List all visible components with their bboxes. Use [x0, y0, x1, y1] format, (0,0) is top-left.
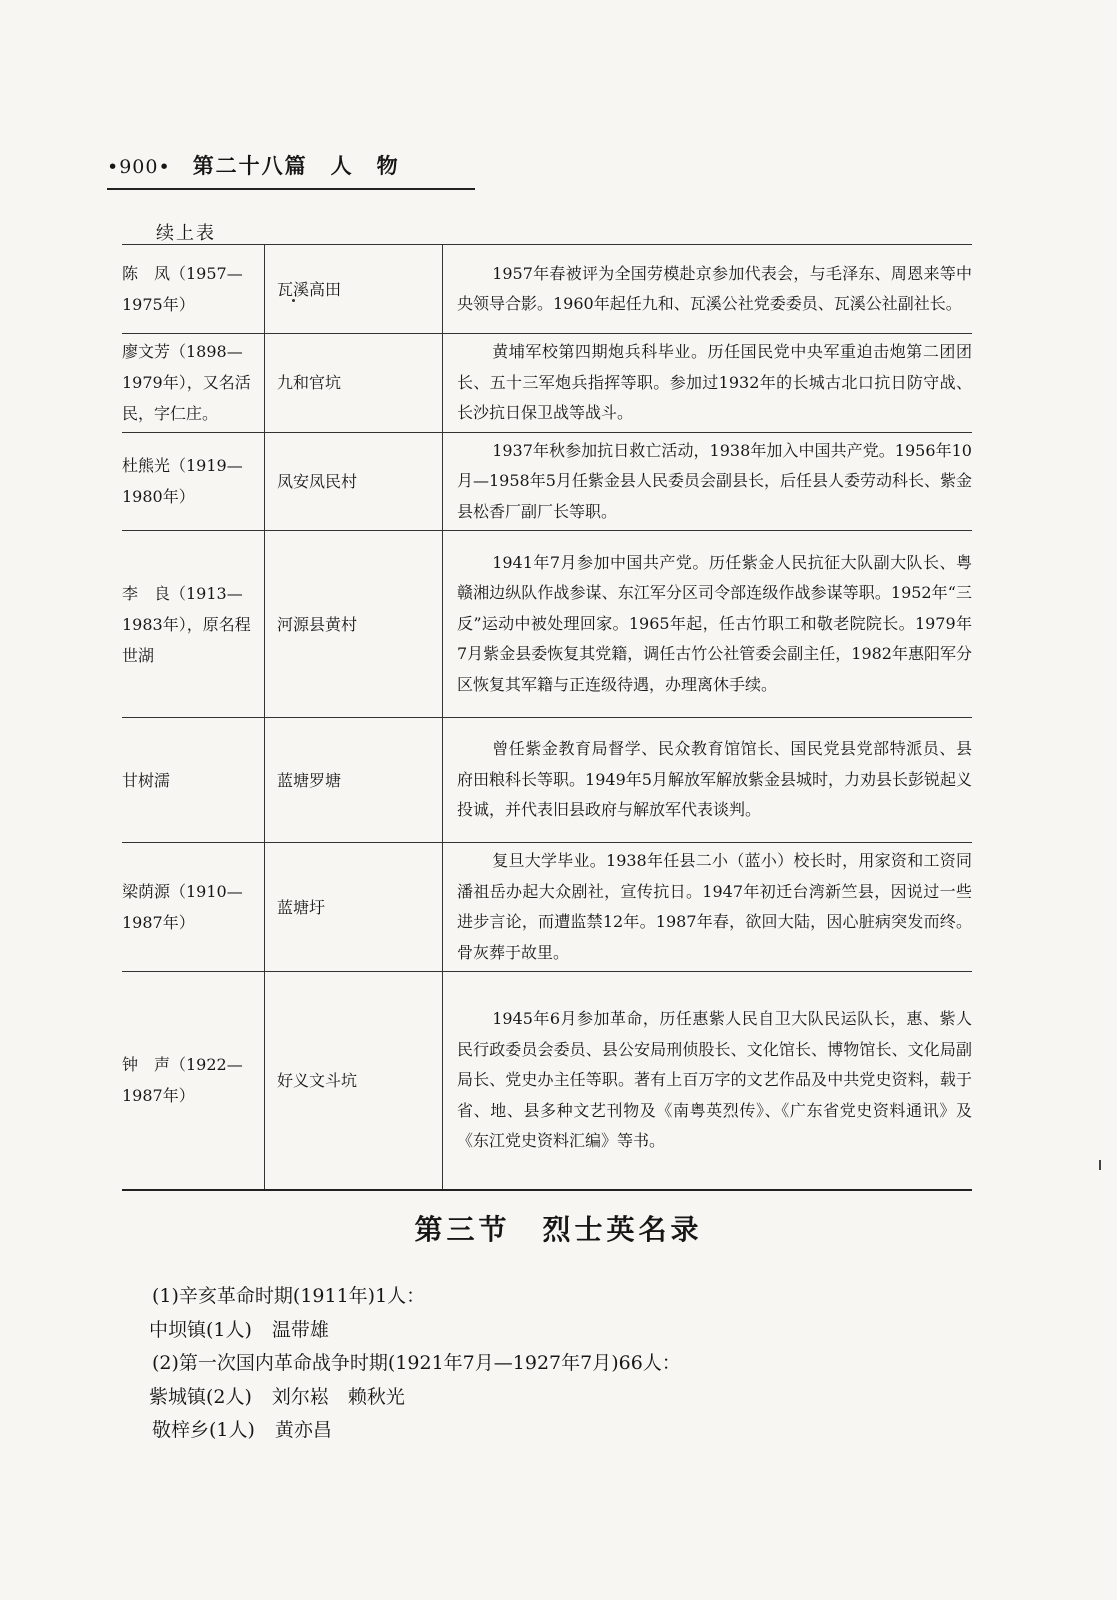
table-row	[122, 843, 972, 972]
person-hometown: 凤安凤民村	[265, 432, 443, 531]
person-name: 李 良（1913—1983年），原名程世湖	[122, 531, 265, 718]
biography-table	[122, 244, 972, 1191]
person-biography: 1941年7月参加中国共产党。历任紫金人民抗征大队副大队长、粤赣湘边纵队作战参谋、东江军分区司令部连级作战参谋等职。1952年“三反”运动中被处理回家。1965年起，任古竹职工和敬老院院长。1979年7月紫金县委恢复其党籍，调任古竹公社管委会副主任，1982年惠阳军分区恢复其军籍与正连级待遇，办理离休手续。	[443, 531, 973, 718]
person-name: 陈 凤（1957—1975年）	[122, 245, 265, 334]
table-row	[122, 432, 972, 531]
list-item	[152, 1347, 681, 1381]
period-heading: (1)辛亥革命时期(1911年)1人：	[152, 1285, 426, 1307]
person-name: 杜熊光（1919—1980年）	[122, 432, 265, 531]
martyr-names: 刘尔崧 赖秋光	[271, 1385, 405, 1408]
person-hometown: 瓦溪高田	[265, 245, 443, 334]
scan-mark	[1099, 1160, 1101, 1170]
person-hometown: 蓝塘圩	[265, 843, 443, 972]
person-biography: 1945年6月参加革命，历任惠紫人民自卫大队民运队长，惠、紫人民行政委员会委员、县公安局刑侦股长、文化馆长、博物馆长、文化局副局长、党史办主任等职。著有上百万字的文艺作品及中共党史资料，载于省、地、县多种文艺刊物及《南粤英烈传》、《广东省党史资料通讯》及《东江党史资料汇编》等书。	[443, 972, 973, 1190]
person-name: 甘树濡	[122, 718, 265, 843]
list-item	[152, 1414, 681, 1448]
list-item	[149, 1314, 681, 1348]
martyr-names: 黄亦昌	[274, 1419, 332, 1441]
person-hometown: 好义文斗坑	[265, 972, 443, 1190]
table-row	[122, 245, 972, 334]
table-row	[122, 531, 972, 718]
person-hometown: 河源县黄村	[265, 531, 443, 718]
person-biography: 黄埔军校第四期炮兵科毕业。历任国民党中央军重迫击炮第二团团长、五十三军炮兵指挥等职。参加过1932年的长城古北口抗日防守战、长沙抗日保卫战等战斗。	[443, 334, 973, 433]
running-header	[107, 150, 475, 190]
section-heading: 第三节 烈士英名录	[414, 1213, 703, 1246]
scan-speck	[292, 299, 295, 302]
list-item	[152, 1280, 681, 1314]
town-label: 敬梓乡(1人)	[152, 1419, 255, 1441]
town-label: 中坝镇(1人)	[149, 1318, 252, 1341]
person-biography: 复旦大学毕业。1938年任县二小（蓝小）校长时，用家资和工资同潘祖岳办起大众剧社，宣传抗日。1947年初迁台湾新竺县，因说过一些进步言论，而遭监禁12年。1987年春，欲回大陆，因心脏病突发而终。骨灰葬于故里。	[443, 843, 973, 972]
person-biography: 1957年春被评为全国劳模赴京参加代表会，与毛泽东、周恩来等中央领导合影。1960年起任九和、瓦溪公社党委委员、瓦溪公社副社长。	[443, 245, 973, 334]
page-number: •900•	[107, 156, 171, 178]
list-item	[149, 1381, 681, 1415]
period-heading: (2)第一次国内革命战争时期(1921年7月—1927年7月)66人：	[152, 1352, 681, 1374]
person-name: 钟 声（1922—1987年）	[122, 972, 265, 1190]
town-label: 紫城镇(2人)	[149, 1385, 252, 1408]
person-hometown: 蓝塘罗塘	[265, 718, 443, 843]
table-row	[122, 972, 972, 1190]
person-hometown: 九和官坑	[265, 334, 443, 433]
person-name: 梁荫源（1910—1987年）	[122, 843, 265, 972]
table-row	[122, 718, 972, 843]
chapter-title: 第二十八篇 人 物	[192, 154, 400, 178]
person-biography: 曾任紫金教育局督学、民众教育馆馆长、国民党县党部特派员、县府田粮科长等职。1949年5月解放军解放紫金县城时，力劝县长彭锐起义投诚，并代表旧县政府与解放军代表谈判。	[443, 718, 973, 843]
martyr-list	[149, 1280, 681, 1448]
table-continued-label: 续上表	[156, 223, 216, 244]
person-name: 廖文芳（1898—1979年），又名活民，字仁庄。	[122, 334, 265, 433]
person-biography: 1937年秋参加抗日救亡活动，1938年加入中国共产党。1956年10月—1958年5月任紫金县人民委员会副县长，后任县人委劳动科长、紫金县松香厂副厂长等职。	[443, 432, 973, 531]
table-row	[122, 334, 972, 433]
martyr-names: 温带雄	[271, 1318, 329, 1341]
